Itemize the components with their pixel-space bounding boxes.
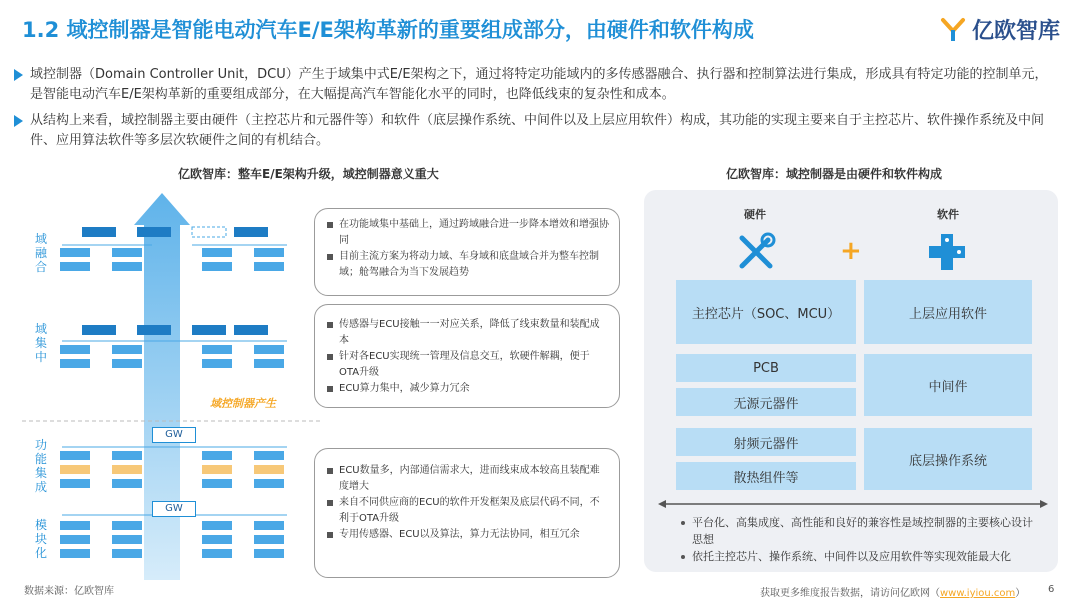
note-box-domain-fusion	[314, 208, 620, 296]
right-diagram-title: 亿欧智库：域控制器是由硬件和软件构成	[726, 167, 943, 181]
cell-middleware: 中间件	[864, 354, 1032, 416]
note-item: 来自不同供应商的ECU的软件开发框架及底层代码不同，不利于OTA升级	[321, 495, 609, 527]
cell-base-os: 底层操作系统	[864, 428, 1032, 490]
yiou-logo-icon	[940, 17, 966, 43]
section-label-modularization: 模块化	[34, 518, 47, 560]
bullet-2: 从结构上来看，域控制器主要由硬件（主控芯片和元器件等）和软件（底层操作系统、中间件以及上层应用软件）构成，其功能的实现主要来自于主控芯片、软件操作系统及中间件、应用算法软件等多层次软硬件之间的有机结合。	[30, 111, 1060, 151]
note-box-domain-centralization	[314, 304, 620, 408]
dcu-emergence-label: 域控制器产生	[210, 397, 276, 410]
note-item: 针对各ECU实现统一管理及信息交互，软硬件解耦，便于OTA升级	[321, 349, 609, 381]
cell-pcb: PCB	[676, 354, 856, 382]
section-label-function-integration: 功能集成	[34, 438, 47, 494]
cell-rf-components: 射频元器件	[676, 428, 856, 456]
logo-text: 亿欧智库	[971, 19, 1060, 44]
section-label-domain-centralization: 域集中	[34, 322, 47, 364]
note-item: 平台化、高集成度、高性能和良好的兼容性是域控制器的主要核心设计思想	[678, 514, 1038, 548]
puzzle-cross-icon	[927, 232, 967, 272]
note-item: 专用传感器、ECU以及算法，算力无法协同，相互冗余	[321, 527, 609, 543]
hardware-software-panel	[644, 190, 1058, 572]
right-notes	[678, 514, 1038, 565]
more-data-note: 获取更多维度报告数据，请访问亿欧网（www.iyiou.com）	[760, 588, 1026, 599]
hardware-label: 硬件	[744, 208, 766, 221]
double-arrow-divider	[658, 498, 1048, 510]
bullet-triangle-icon	[14, 69, 23, 81]
logo	[940, 14, 1060, 45]
section-label-domain-fusion: 域融合	[34, 232, 47, 274]
bullet-1: 域控制器（Domain Controller Unit，DCU）产生于域集中式E/E架构之下，通过将特定功能域内的多传感器融合、执行器和控制算法进行集成，形成具有特定功能的控制单元，是智能电动汽车E/E架构革新的重要组成部分，在大幅提高汽车智能化水平的同时，也降低线束的复杂性和成本。	[30, 65, 1060, 105]
gateway-label-2: GW	[152, 501, 196, 517]
cell-passive-components: 无源元器件	[676, 388, 856, 416]
plus-sign: +	[840, 236, 862, 266]
cell-cooling-components: 散热组件等	[676, 462, 856, 490]
cell-main-chip: 主控芯片（SOC、MCU）	[676, 280, 856, 344]
ee-architecture-graphic	[22, 185, 322, 580]
note-item: 传感器与ECU接触一一对应关系，降低了线束数量和装配成本	[321, 317, 609, 349]
note-item: 依托主控芯片、操作系统、中间件以及应用软件等实现效能最大化	[678, 548, 1038, 565]
note-box-function-modular	[314, 448, 620, 578]
wrench-screwdriver-icon	[736, 232, 776, 272]
data-source: 数据来源：亿欧智库	[24, 586, 114, 597]
ee-architecture-diagram	[22, 185, 322, 580]
software-label: 软件	[937, 208, 959, 221]
gateway-label-1: GW	[152, 427, 196, 443]
note-item: 在功能域集中基础上，通过跨域融合进一步降本增效和增强协同	[321, 217, 609, 249]
note-item: ECU算力集中，减少算力冗余	[321, 381, 609, 397]
iyiou-link[interactable]: www.iyiou.com	[940, 588, 1016, 599]
page-number: 6	[1048, 584, 1055, 595]
page-title: 1.2 域控制器是智能电动汽车E/E架构革新的重要组成部分，由硬件和软件构成	[22, 18, 754, 42]
cell-upper-app-software: 上层应用软件	[864, 280, 1032, 344]
note-item: 目前主流方案为将动力域、车身域和底盘域合并为整车控制域；舱驾融合为当下发展趋势	[321, 249, 609, 281]
bullet-triangle-icon	[14, 115, 23, 127]
left-diagram-title: 亿欧智库：整车E/E架构升级，域控制器意义重大	[178, 167, 439, 181]
note-item: ECU数量多，内部通信需求大，进而线束成本较高且装配难度增大	[321, 463, 609, 495]
